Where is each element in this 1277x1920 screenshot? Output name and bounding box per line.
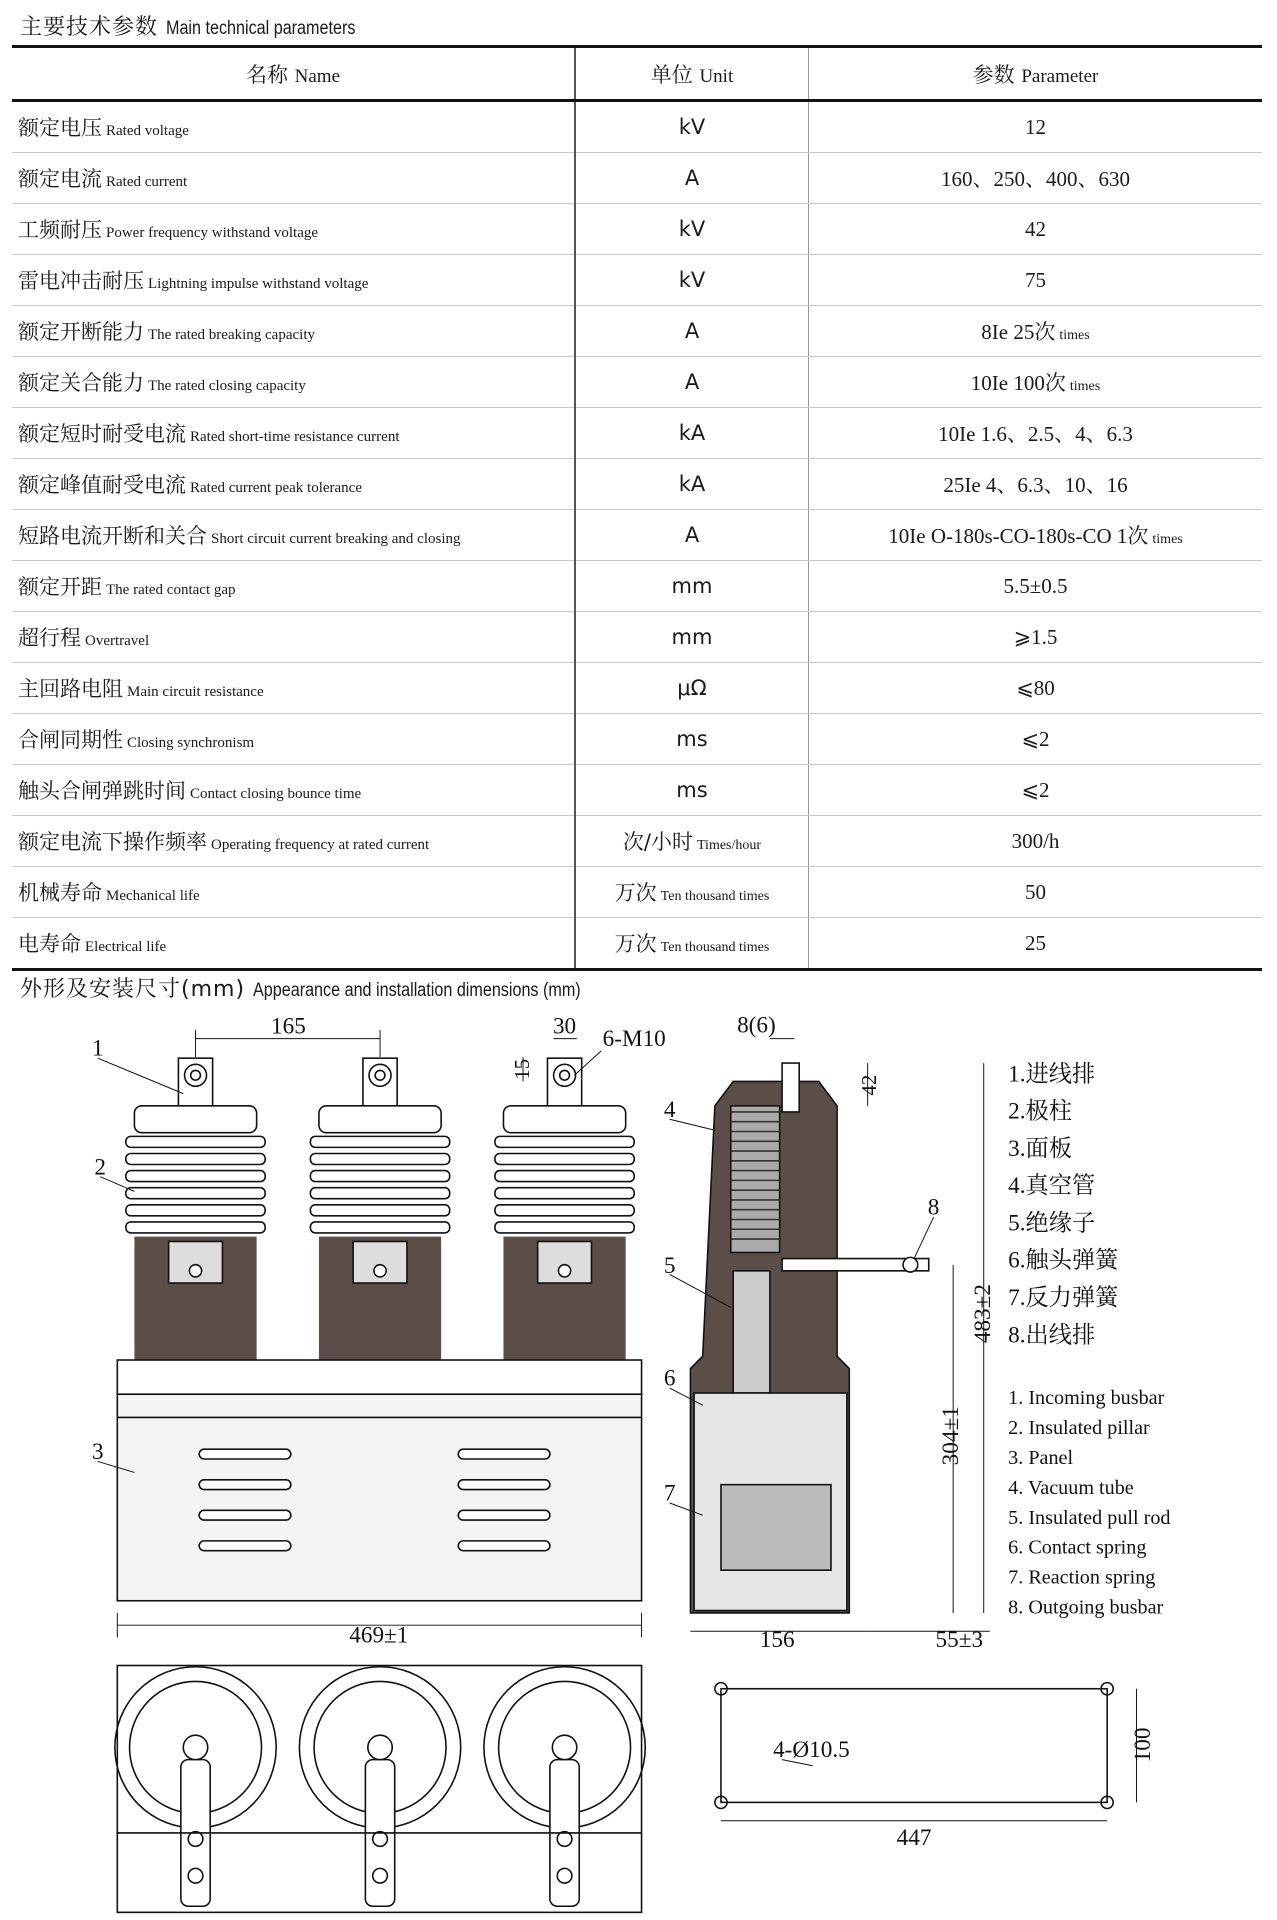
param-name-en: Rated voltage (106, 123, 189, 139)
param-name-cn: 工频耐压 (18, 218, 102, 242)
insulator-rib (126, 1188, 265, 1199)
value-main: 5.5±0.5 (1003, 573, 1068, 598)
legend-item-cn: 2.极柱 (1008, 1098, 1072, 1125)
param-value (809, 663, 1263, 714)
param-unit (575, 101, 809, 153)
callout-number: 1 (91, 1035, 104, 1062)
legend-item-cn: 6.触头弹簧 (1008, 1247, 1119, 1274)
unit-suffix: Ten thousand times (660, 889, 770, 904)
legend-item-en: 5. Insulated pull rod (1008, 1506, 1171, 1529)
value-main: 10Ie 1.6、2.5、4、6.3 (938, 422, 1133, 446)
callout-number: 5 (663, 1253, 676, 1280)
legend-item-en: 3. Panel (1008, 1446, 1074, 1469)
louver (458, 1510, 550, 1520)
unit-main: 万次 (614, 881, 657, 905)
param-unit (575, 918, 809, 970)
incoming-busbar (782, 1063, 799, 1112)
value-main: 25 (1025, 930, 1046, 955)
callout-number: 4 (663, 1096, 676, 1123)
table-row (12, 510, 1262, 561)
callout-number: 6 (663, 1365, 676, 1392)
dimension-label: 42 (858, 1074, 882, 1096)
table-row (12, 867, 1262, 918)
insulator-rib (126, 1136, 265, 1147)
unit-main: A (684, 319, 700, 343)
top-shelf (117, 1360, 641, 1394)
param-name-en: Contact closing bounce time (190, 786, 362, 802)
legend-item-en: 6. Contact spring (1008, 1536, 1147, 1559)
param-name-en: Electrical life (85, 939, 167, 955)
param-name-en: The rated closing capacity (148, 378, 306, 394)
side-view (690, 1063, 928, 1613)
param-name-cn: 电寿命 (18, 932, 81, 956)
unit-main: ms (676, 727, 708, 751)
unit-main: A (684, 370, 700, 394)
legend-item-en: 4. Vacuum tube (1008, 1476, 1134, 1499)
param-name (12, 459, 575, 510)
pole-cap (319, 1106, 441, 1133)
value-suffix: times (1152, 532, 1183, 547)
terminal-hole-icon (183, 1735, 207, 1759)
legend-item-cn: 1.进线排 (1008, 1061, 1096, 1088)
param-name (12, 357, 575, 408)
section-title-en: Main technical parameters (166, 18, 356, 39)
value-main: ⩾1.5 (1013, 624, 1058, 649)
header-name: 名称 Name (12, 47, 575, 101)
table-row (12, 357, 1262, 408)
table-row (12, 306, 1262, 357)
value-main: 160、250、400、630 (941, 167, 1130, 191)
param-name (12, 101, 575, 153)
param-name-cn: 主回路电阻 (18, 677, 123, 701)
param-unit (575, 714, 809, 765)
param-value (809, 204, 1263, 255)
unit-main: 万次 (614, 932, 657, 956)
louver (199, 1541, 291, 1551)
unit-main: μΩ (677, 676, 707, 700)
param-name (12, 408, 575, 459)
param-unit (575, 816, 809, 867)
section-title-en: Appearance and installation dimensions (mm) (253, 980, 581, 1001)
param-name-cn: 额定短时耐受电流 (18, 422, 186, 446)
param-name-cn: 额定电压 (18, 116, 102, 140)
front-panel (117, 1394, 641, 1601)
param-value (809, 357, 1263, 408)
unit-main: mm (671, 625, 713, 649)
param-name-en: Power frequency withstand voltage (106, 225, 319, 241)
dimension-label: 447 (896, 1825, 932, 1852)
param-unit (575, 663, 809, 714)
terminal-hole-icon (552, 1735, 576, 1759)
param-name-cn: 机械寿命 (18, 881, 102, 905)
param-unit (575, 612, 809, 663)
param-name-cn: 额定峰值耐受电流 (18, 473, 186, 497)
table-row (12, 714, 1262, 765)
pull-rod (733, 1271, 770, 1393)
dimension-label: 30 (552, 1013, 577, 1040)
param-value (809, 408, 1263, 459)
param-name (12, 816, 575, 867)
unit-main: 次/小时 (622, 830, 693, 854)
param-name (12, 255, 575, 306)
param-value (809, 510, 1263, 561)
callout-number: 7 (663, 1480, 676, 1507)
value-main: 10Ie O-180s-CO-180s-CO 1次 (888, 524, 1149, 548)
insulator-rib (495, 1222, 634, 1233)
section-title-cn: 主要技术参数 (20, 15, 159, 40)
louver (458, 1480, 550, 1490)
leader-line (670, 1119, 715, 1130)
louver (199, 1480, 291, 1490)
dimension-label: 100 (1129, 1727, 1156, 1763)
table-row (12, 408, 1262, 459)
param-value (809, 255, 1263, 306)
param-name (12, 510, 575, 561)
param-value (809, 306, 1263, 357)
param-value (809, 867, 1263, 918)
param-name-cn: 雷电冲击耐压 (18, 269, 144, 293)
param-unit (575, 357, 809, 408)
param-unit (575, 306, 809, 357)
param-value (809, 153, 1263, 204)
table-row (12, 255, 1262, 306)
value-main: 8Ie 25次 (981, 320, 1056, 344)
louver (458, 1541, 550, 1551)
unit-main: kA (678, 472, 706, 496)
table-row (12, 153, 1262, 204)
legend-item-cn: 8.出线排 (1008, 1322, 1096, 1349)
dimension-label: 55±3 (935, 1627, 984, 1654)
param-name (12, 306, 575, 357)
param-unit (575, 561, 809, 612)
callout-number: 2 (94, 1154, 107, 1181)
param-value (809, 765, 1263, 816)
insulator-rib (495, 1136, 634, 1147)
insulator-rib (310, 1222, 449, 1233)
insulator-rib (495, 1171, 634, 1182)
bolt-icon (189, 1265, 201, 1277)
param-name (12, 663, 575, 714)
dimension-label: 15 (511, 1058, 535, 1080)
dimension-label: 165 (270, 1013, 306, 1040)
param-name (12, 561, 575, 612)
param-name-en: Operating frequency at rated current (211, 837, 430, 853)
header-parameter: 参数 Parameter (809, 47, 1263, 101)
param-name-cn: 额定开断能力 (18, 320, 144, 344)
param-value (809, 918, 1263, 970)
bolt-icon (374, 1265, 386, 1277)
value-suffix: times (1069, 379, 1101, 394)
terminal-hole-icon (368, 1735, 392, 1759)
insulator-rib (495, 1153, 634, 1164)
front-view (117, 1058, 641, 1601)
insulator-rib (495, 1188, 634, 1199)
section-title-parameters (20, 10, 389, 41)
legend (1008, 1061, 1170, 1618)
callout-number: 8 (927, 1194, 940, 1221)
dimension-label: 483±2 (969, 1283, 996, 1344)
unit-suffix: Times/hour (697, 838, 762, 853)
param-name-en: Rated short-time resistance current (190, 429, 400, 445)
table-row (12, 765, 1262, 816)
table-row (12, 612, 1262, 663)
param-name (12, 765, 575, 816)
incoming-terminal (178, 1058, 212, 1107)
vacuum-tube (731, 1106, 780, 1253)
param-name-en: Short circuit current breaking and closing (211, 531, 461, 547)
param-name (12, 867, 575, 918)
param-value (809, 101, 1263, 153)
param-name-cn: 额定关合能力 (18, 371, 144, 395)
dimension-label: 304±1 (938, 1406, 965, 1466)
param-unit (575, 459, 809, 510)
value-main: ⩽2 (1021, 726, 1050, 751)
param-name-cn: 额定电流下操作频率 (18, 830, 207, 854)
louver (458, 1449, 550, 1459)
param-unit (575, 204, 809, 255)
param-name-en: Overtravel (85, 633, 150, 649)
value-main: ⩽2 (1021, 777, 1050, 802)
param-name-cn: 额定电流 (18, 167, 102, 191)
legend-item-cn: 7.反力弹簧 (1008, 1285, 1119, 1312)
param-name-en: The rated contact gap (106, 582, 236, 598)
legend-item-en: 7. Reaction spring (1008, 1566, 1156, 1589)
insulator-rib (126, 1222, 265, 1233)
param-name-cn: 超行程 (18, 626, 81, 650)
louver (199, 1510, 291, 1520)
insulator-rib (310, 1136, 449, 1147)
dimension-label: 8(6) (737, 1012, 776, 1039)
param-name-en: Main circuit resistance (127, 684, 264, 700)
param-name-en: Mechanical life (106, 888, 200, 904)
header-unit: 单位 Unit (575, 47, 809, 101)
bolt-icon (903, 1257, 918, 1272)
table-row (12, 561, 1262, 612)
param-name (12, 153, 575, 204)
pole-cap (134, 1106, 256, 1133)
legend-item-cn: 4.真空管 (1008, 1173, 1096, 1200)
table-row (12, 816, 1262, 867)
param-name (12, 918, 575, 970)
param-name-cn: 短路电流开断和关合 (18, 524, 207, 548)
insulator-rib (126, 1205, 265, 1216)
dimension-drawing (0, 965, 1277, 1920)
leader-line (914, 1217, 934, 1259)
incoming-terminal (363, 1058, 397, 1107)
value-main: 75 (1025, 267, 1046, 292)
unit-main: ms (676, 778, 708, 802)
dimension-label: 4-Ø10.5 (773, 1737, 850, 1764)
table-row (12, 918, 1262, 970)
param-value (809, 561, 1263, 612)
bottom-view (115, 1666, 645, 1913)
legend-item-cn: 3.面板 (1008, 1135, 1072, 1162)
value-main: 10Ie 100次 (970, 371, 1066, 395)
insulator-rib (310, 1188, 449, 1199)
unit-main: kV (678, 217, 706, 241)
bolt-icon (558, 1265, 570, 1277)
value-main: 42 (1025, 216, 1046, 241)
param-name (12, 612, 575, 663)
table-header-row (12, 47, 1262, 101)
insulator-rib (310, 1205, 449, 1216)
insulator-rib (310, 1171, 449, 1182)
param-value (809, 459, 1263, 510)
param-name-cn: 额定开距 (18, 575, 102, 599)
param-value (809, 612, 1263, 663)
table-row (12, 101, 1262, 153)
value-main: 300/h (1011, 828, 1060, 853)
param-unit (575, 765, 809, 816)
param-name-en: Rated current peak tolerance (190, 480, 362, 496)
param-name-cn: 触头合闸弹跳时间 (18, 779, 186, 803)
insulator-rib (126, 1171, 265, 1182)
param-unit (575, 255, 809, 306)
value-main: ⩽80 (1016, 675, 1055, 700)
louver (199, 1449, 291, 1459)
reaction-spring (721, 1485, 831, 1571)
param-name (12, 204, 575, 255)
table-row (12, 663, 1262, 714)
value-suffix: times (1059, 328, 1090, 343)
insulator-rib (310, 1153, 449, 1164)
value-main: 50 (1025, 879, 1046, 904)
param-value (809, 714, 1263, 765)
param-name-en: The rated breaking capacity (148, 327, 315, 343)
insulator-rib (126, 1153, 265, 1164)
param-name-en: Closing synchronism (127, 735, 255, 751)
legend-item-cn: 5.绝缘子 (1008, 1210, 1096, 1237)
parameters-table (12, 45, 1262, 971)
param-unit (575, 408, 809, 459)
table-row (12, 204, 1262, 255)
dimension-label: 469±1 (349, 1622, 409, 1649)
dimension-label: 6-M10 (602, 1025, 666, 1052)
unit-suffix: Ten thousand times (660, 940, 770, 955)
unit-main: mm (671, 574, 713, 598)
unit-main: kA (678, 421, 706, 445)
param-value (809, 816, 1263, 867)
callout-number: 3 (91, 1438, 104, 1465)
unit-main: A (684, 166, 700, 190)
unit-main: kV (678, 268, 706, 292)
param-unit (575, 153, 809, 204)
param-name-en: Rated current (106, 174, 188, 190)
leader-line (98, 1058, 184, 1093)
param-name (12, 714, 575, 765)
insulator-rib (495, 1205, 634, 1216)
param-name-en: Lightning impulse withstand voltage (148, 276, 369, 292)
param-unit (575, 867, 809, 918)
unit-main: kV (678, 115, 706, 139)
legend-item-en: 2. Insulated pillar (1008, 1416, 1150, 1439)
legend-item-en: 8. Outgoing busbar (1008, 1596, 1164, 1619)
param-unit (575, 510, 809, 561)
unit-main: A (684, 523, 700, 547)
dimension-label: 156 (759, 1627, 795, 1654)
pole-cap (503, 1106, 625, 1133)
incoming-terminal (547, 1058, 581, 1107)
legend-item-en: 1. Incoming busbar (1008, 1387, 1165, 1410)
param-name-cn: 合闸同期性 (18, 728, 123, 752)
table-row (12, 459, 1262, 510)
value-main: 12 (1025, 114, 1046, 139)
value-main: 25Ie 4、6.3、10、16 (943, 473, 1128, 497)
section-title-cn: 外形及安装尺寸(mm) (20, 977, 246, 1002)
